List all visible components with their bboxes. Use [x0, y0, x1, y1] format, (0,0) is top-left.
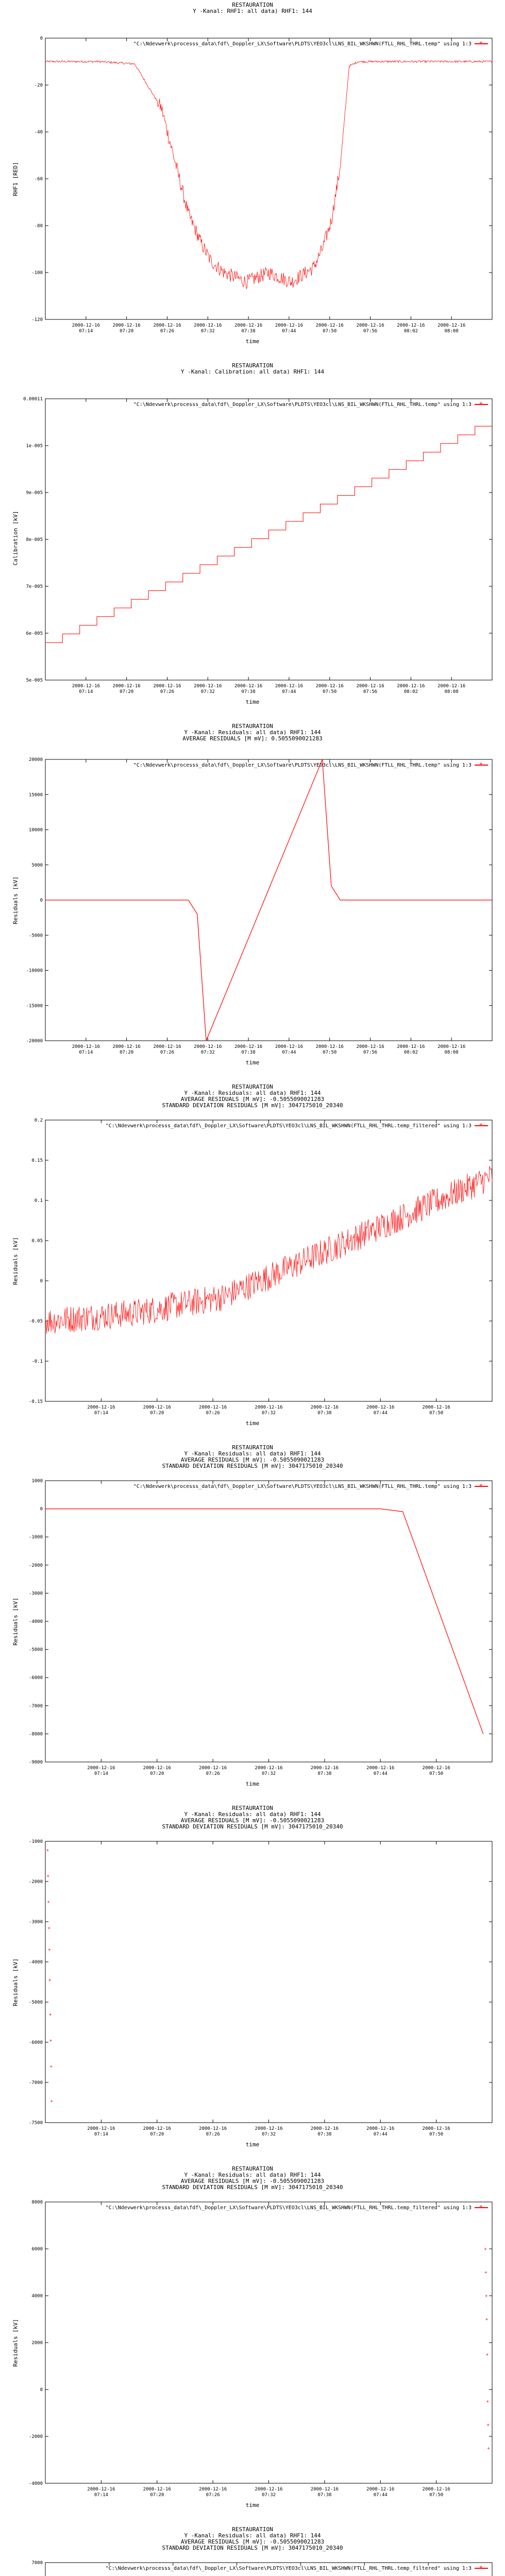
y-tick-label: -4000	[28, 1960, 43, 1965]
x-tick-label: 07:14	[94, 1771, 108, 1776]
x-tick-label: 07:50	[323, 689, 337, 694]
x-tick-label: 2000-12-16	[397, 1044, 425, 1049]
y-tick-label: -20000	[26, 1039, 43, 1044]
x-tick-label: 07:44	[373, 1411, 388, 1416]
x-tick-label: 2000-12-16	[397, 684, 425, 689]
y-tick-label: -4000	[28, 1619, 43, 1624]
series-line	[45, 426, 492, 642]
legend	[106, 2566, 488, 2572]
x-tick-label: 2000-12-16	[366, 1766, 395, 1771]
legend-label: "C:\Ndevwerk\processs_data\fdf\_Doppler_LX\Software\PLDTS\YEO3cl\LNS_BIL_WKSHWN(FTLL_RHL_THRL.temp_filtered" using 1:3	[105, 2205, 472, 2211]
chart-title-line: RESTAURATION	[232, 723, 273, 730]
x-tick-label: 07:14	[79, 329, 93, 334]
x-tick-label: 07:20	[120, 1050, 134, 1055]
x-tick-label: 2000-12-16	[315, 323, 344, 328]
data-point: +	[46, 1848, 49, 1853]
x-tick-label: 2000-12-16	[366, 1405, 395, 1410]
y-tick-label: -5000	[28, 933, 43, 939]
x-tick-label: 2000-12-16	[87, 1405, 115, 1410]
x-tick-label: 2000-12-16	[310, 1405, 339, 1410]
chart-title-line: RESTAURATION	[232, 1805, 273, 1811]
series-line	[45, 1509, 483, 1734]
y-tick-label: 0	[40, 1506, 43, 1512]
x-tick-label: 07:14	[79, 1050, 93, 1055]
x-tick-label: 07:44	[373, 2493, 388, 2498]
legend	[133, 402, 488, 408]
legend-label: "C:\Ndevwerk\processs_data\fdf\_Doppler_LX\Software\PLDTS\YEO3cl\LNS_BIL_WKSHWN(FTLL_RHL_THRL.temp" using 1:3	[133, 41, 472, 47]
x-tick-label: 07:50	[323, 329, 337, 334]
chart-title-line: RESTAURATION	[232, 2, 273, 8]
series-line	[45, 61, 492, 289]
y-tick-label: 1e-005	[26, 444, 43, 449]
data-point: +	[486, 2399, 490, 2404]
chart-plot	[0, 1803, 505, 2164]
x-tick-label: 07:20	[150, 2132, 164, 2137]
data-point: +	[485, 2352, 489, 2358]
y-tick-label: 7000	[31, 2561, 43, 2566]
chart-plot	[0, 361, 505, 721]
series-line	[45, 1166, 492, 1334]
chart-title-line: Y -Kanal: Residuals: all data) RHF1: 144	[184, 2532, 321, 2539]
chart-title-line: Y -Kanal: Residuals: all data) RHF1: 144	[184, 2172, 321, 2178]
x-tick-label: 07:26	[206, 2493, 220, 2498]
x-tick-label: 07:26	[206, 1411, 220, 1416]
x-tick-label: 07:56	[363, 689, 378, 694]
x-tick-label: 2000-12-16	[255, 1405, 283, 1410]
data-point: +	[48, 1977, 52, 1983]
chart-panel-3	[0, 721, 505, 1082]
x-tick-label: 07:32	[261, 1771, 276, 1776]
y-axis-label: RHF1 [RED]	[12, 162, 19, 196]
x-tick-label: 07:32	[261, 2493, 276, 2498]
chart-title-line: Y -Kanal: Calibration: all data) RHF1: 144	[180, 368, 325, 375]
x-tick-label: 07:26	[160, 1050, 175, 1055]
chart-title-line: RESTAURATION	[232, 362, 273, 369]
x-tick-label: 2000-12-16	[356, 1044, 384, 1049]
y-tick-label: 8e-005	[26, 537, 43, 543]
chart-title-line: AVERAGE RESIDUALS [M mV]: -0.5055090021283	[180, 1817, 325, 1824]
y-tick-label: -0.05	[28, 1319, 43, 1324]
x-tick-label: 07:50	[429, 2132, 444, 2137]
y-tick-label: 5e-005	[26, 678, 43, 683]
series-line	[45, 759, 492, 1041]
x-tick-label: 2000-12-16	[437, 684, 466, 689]
chart-title-line: Y -Kanal: Residuals: all data) RHF1: 144	[184, 729, 321, 736]
y-axis-label: Calibration [kV]	[12, 511, 19, 566]
chart-title-line: Y -Kanal: Residuals: all data) RHF1: 144	[184, 1811, 321, 1818]
x-tick-label: 2000-12-16	[194, 684, 222, 689]
data-series	[45, 426, 492, 642]
y-tick-label: -10000	[26, 968, 43, 974]
x-tick-label: 07:26	[160, 329, 175, 334]
x-tick-label: 07:26	[160, 689, 175, 694]
x-tick-label: 2000-12-16	[234, 323, 263, 328]
y-axis-label: Residuals [kV]	[12, 1958, 19, 2006]
x-tick-label: 2000-12-16	[87, 2487, 115, 2492]
data-point: +	[46, 1874, 49, 1879]
y-tick-label: -9000	[28, 1760, 43, 1765]
legend-swatch	[475, 2207, 488, 2208]
x-tick-label: 07:14	[79, 689, 93, 694]
y-tick-label: -2000	[28, 2434, 43, 2439]
x-tick-label: 2000-12-16	[87, 2126, 115, 2131]
legend-label: "C:\Ndevwerk\processs_data\fdf\_Doppler_LX\Software\PLDTS\YEO3cl\LNS_BIL_WKSHWN(FTLL_RHL_THRL.temp_filtered" using 1:3	[105, 2566, 472, 2571]
y-tick-label: 0.1	[34, 1198, 43, 1204]
data-point: +	[485, 2317, 489, 2323]
y-tick-label: 6e-005	[26, 631, 43, 636]
x-tick-label: 07:38	[317, 1771, 332, 1776]
y-tick-label: -2000	[28, 1563, 43, 1568]
y-tick-label: 4000	[31, 2294, 43, 2299]
y-tick-label: 0	[40, 898, 43, 903]
y-tick-label: -6000	[28, 2040, 43, 2045]
x-tick-label: 07:38	[241, 1050, 256, 1055]
data-point: +	[47, 1900, 50, 1905]
x-tick-label: 2000-12-16	[422, 1766, 450, 1771]
x-tick-label: 2000-12-16	[194, 1044, 222, 1049]
plot-frame	[45, 1841, 492, 2123]
x-tick-label: 07:44	[282, 329, 296, 334]
x-tick-label: 08:08	[444, 329, 459, 334]
chart-plot	[0, 1443, 505, 1803]
data-point: +	[485, 2294, 488, 2299]
legend	[133, 1484, 488, 1490]
x-tick-label: 2000-12-16	[255, 2126, 283, 2131]
x-tick-label: 2000-12-16	[199, 2126, 227, 2131]
x-tick-label: 07:32	[200, 689, 215, 694]
x-tick-label: 08:02	[403, 1050, 418, 1055]
y-tick-label: 0	[40, 2387, 43, 2393]
x-tick-label: 07:50	[429, 1771, 444, 1776]
x-tick-label: 2000-12-16	[366, 2487, 395, 2492]
data-series	[46, 1848, 54, 2104]
x-tick-label: 07:50	[429, 1411, 444, 1416]
y-tick-label: -0.15	[28, 1399, 43, 1404]
y-tick-label: -5000	[28, 2000, 43, 2005]
x-tick-label: 2000-12-16	[437, 323, 466, 328]
y-tick-label: 0.15	[31, 1158, 43, 1163]
x-tick-label: 2000-12-16	[143, 1766, 171, 1771]
x-tick-label: 2000-12-16	[143, 2126, 171, 2131]
y-tick-label: -2000	[28, 1879, 43, 1885]
x-tick-label: 2000-12-16	[234, 684, 263, 689]
x-tick-label: 2000-12-16	[153, 684, 181, 689]
x-tick-label: 07:50	[323, 1050, 337, 1055]
data-series	[45, 759, 492, 1041]
y-tick-label: 6000	[31, 2247, 43, 2252]
x-tick-label: 2000-12-16	[199, 1766, 227, 1771]
x-tick-label: 07:44	[373, 2132, 388, 2137]
x-tick-label: 07:44	[282, 1050, 296, 1055]
x-tick-label: 2000-12-16	[310, 1766, 339, 1771]
legend-label: "C:\Ndevwerk\processs_data\fdf\_Doppler_LX\Software\PLDTS\YEO3cl\LNS_BIL_WKSHWN(FTLL_RHL_THRL.temp" using 1:3	[133, 762, 472, 768]
chart-plot	[0, 1082, 505, 1443]
plot-frame	[45, 38, 492, 319]
data-series	[45, 1509, 483, 1734]
x-tick-label: 07:20	[120, 689, 134, 694]
x-tick-label: 2000-12-16	[275, 323, 304, 328]
chart-title-line: AVERAGE RESIDUALS [M mV]: -0.5055090021283	[180, 1456, 325, 1463]
x-tick-label: 2000-12-16	[356, 323, 384, 328]
y-axis-label: Residuals [kV]	[12, 2319, 19, 2367]
x-tick-label: 07:14	[94, 2132, 108, 2137]
x-tick-label: 2000-12-16	[397, 323, 425, 328]
x-tick-label: 2000-12-16	[315, 684, 344, 689]
x-tick-label: 2000-12-16	[72, 684, 100, 689]
x-tick-label: 07:50	[429, 2493, 444, 2498]
x-tick-label: 2000-12-16	[366, 2126, 395, 2131]
y-tick-label: 1000	[31, 1479, 43, 1484]
y-tick-label: -15000	[26, 1003, 43, 1009]
legend-swatch	[475, 1125, 488, 1126]
data-point: +	[484, 2247, 487, 2252]
x-tick-label: 07:32	[261, 1411, 276, 1416]
legend-label: "C:\Ndevwerk\processs_data\fdf\_Doppler_LX\Software\PLDTS\YEO3cl\LNS_BIL_WKSHWN(FTLL_RHL_THRL.temp" using 1:3	[133, 402, 472, 408]
x-tick-label: 2000-12-16	[437, 1044, 466, 1049]
x-tick-label: 07:38	[317, 2493, 332, 2498]
x-tick-label: 07:14	[94, 1411, 108, 1416]
y-tick-label: 8000	[31, 2200, 43, 2205]
data-series	[484, 2247, 490, 2451]
chart-plot	[0, 0, 505, 361]
chart-panel-1	[0, 0, 505, 361]
x-axis-label: time	[245, 2141, 260, 2148]
y-tick-label: 0.2	[34, 1118, 43, 1123]
legend-label: "C:\Ndevwerk\processs_data\fdf\_Doppler_LX\Software\PLDTS\YEO3cl\LNS_BIL_WKSHWN(FTLL_RHL_THRL.temp_filtered" using 1:3	[105, 1123, 472, 1129]
x-tick-label: 07:26	[206, 2132, 220, 2137]
legend	[106, 1123, 488, 1129]
chart-title-line: AVERAGE RESIDUALS [M mV]: 0.5055090021283	[182, 735, 323, 742]
x-tick-label: 2000-12-16	[422, 2126, 450, 2131]
x-tick-label: 07:26	[206, 1771, 220, 1776]
y-tick-label: -1000	[28, 1839, 43, 1844]
y-tick-label: -7000	[28, 1703, 43, 1709]
x-tick-label: 07:56	[363, 329, 378, 334]
y-tick-label: 15000	[28, 792, 43, 798]
x-tick-label: 2000-12-16	[315, 1044, 344, 1049]
data-point: +	[487, 2446, 490, 2451]
x-tick-label: 07:44	[282, 689, 296, 694]
y-tick-label: 0.05	[31, 1239, 43, 1244]
legend-swatch	[475, 2568, 488, 2569]
data-series	[45, 1166, 492, 1334]
x-tick-label: 07:20	[120, 329, 134, 334]
x-tick-label: 08:08	[444, 1050, 459, 1055]
y-tick-label: -6000	[28, 1675, 43, 1681]
x-tick-label: 07:38	[317, 1411, 332, 1416]
y-tick-label: 9e-005	[26, 490, 43, 496]
chart-panel-7	[0, 2164, 505, 2524]
y-tick-label: -1000	[28, 1535, 43, 1540]
y-tick-label: -60	[34, 177, 43, 182]
x-tick-label: 07:14	[94, 2493, 108, 2498]
y-tick-label: -4000	[28, 2481, 43, 2486]
y-tick-label: 7e-005	[26, 584, 43, 589]
legend	[106, 2205, 488, 2211]
legend-swatch	[475, 765, 488, 766]
x-tick-label: 08:02	[403, 329, 418, 334]
legend	[133, 762, 488, 769]
x-tick-label: 2000-12-16	[153, 1044, 181, 1049]
y-axis-label: Residuals [kV]	[12, 876, 19, 924]
x-tick-label: 07:32	[261, 2132, 276, 2137]
chart-title-line: STANDARD DEVIATION RESIDUALS [M mV]: 3047175010_20340	[162, 2545, 343, 2551]
x-tick-label: 2000-12-16	[72, 323, 100, 328]
x-tick-label: 2000-12-16	[422, 1405, 450, 1410]
y-tick-label: 5000	[31, 862, 43, 868]
chart-title-line: Y -Kanal: RHF1: all data) RHF1: 144	[193, 8, 312, 14]
x-tick-label: 2000-12-16	[143, 2487, 171, 2492]
x-tick-label: 2000-12-16	[194, 323, 222, 328]
chart-title-line: STANDARD DEVIATION RESIDUALS [M mV]: 3047175010_20340	[162, 1823, 343, 1830]
legend-swatch	[475, 1486, 488, 1487]
chart-panel-5	[0, 1443, 505, 1803]
chart-plot	[0, 721, 505, 1082]
x-tick-label: 07:32	[200, 1050, 215, 1055]
x-tick-label: 07:38	[241, 689, 256, 694]
y-tick-label: -8000	[28, 1732, 43, 1737]
chart-title-line: AVERAGE RESIDUALS [M mV]: -0.5055090021283	[180, 2178, 325, 2184]
x-tick-label: 2000-12-16	[199, 2487, 227, 2492]
chart-title-line: AVERAGE RESIDUALS [M mV]: -0.5055090021283	[180, 2538, 325, 2545]
x-tick-label: 2000-12-16	[275, 1044, 304, 1049]
x-tick-label: 2000-12-16	[422, 2487, 450, 2492]
legend	[133, 41, 488, 47]
x-tick-label: 07:38	[241, 329, 256, 334]
x-axis-label: time	[245, 699, 260, 705]
x-axis-label: time	[245, 2502, 260, 2509]
y-tick-label: -7500	[28, 2121, 43, 2126]
x-axis-label: time	[245, 1059, 260, 1066]
chart-title-line: AVERAGE RESIDUALS [M mV]: -0.5055090021283	[180, 1096, 325, 1103]
y-tick-label: -100	[31, 270, 43, 276]
y-tick-label: 10000	[28, 827, 43, 833]
x-tick-label: 2000-12-16	[310, 2487, 339, 2492]
chart-title-line: STANDARD DEVIATION RESIDUALS [M mV]: 3047175010_20340	[162, 1102, 343, 1109]
y-tick-label: -20	[34, 83, 43, 88]
data-point: +	[49, 2038, 53, 2044]
x-tick-label: 2000-12-16	[255, 1766, 283, 1771]
x-tick-label: 07:38	[317, 2132, 332, 2137]
data-point: +	[49, 2064, 53, 2070]
x-tick-label: 2000-12-16	[199, 1405, 227, 1410]
x-axis-label: time	[245, 1420, 260, 1427]
y-axis-label: Residuals [kV]	[12, 1598, 19, 1646]
plot-frame	[45, 1120, 492, 1401]
x-tick-label: 2000-12-16	[87, 1766, 115, 1771]
plot-frame	[45, 1481, 492, 1762]
chart-title-line: STANDARD DEVIATION RESIDUALS [M mV]: 3047175010_20340	[162, 2184, 343, 2191]
data-point: +	[486, 2422, 490, 2428]
x-tick-label: 08:08	[444, 689, 459, 694]
x-tick-label: 2000-12-16	[255, 2487, 283, 2492]
data-point: +	[50, 2099, 53, 2104]
x-tick-label: 07:20	[150, 1411, 164, 1416]
x-tick-label: 07:32	[200, 329, 215, 334]
x-tick-label: 07:20	[150, 1771, 164, 1776]
chart-title-line: RESTAURATION	[232, 1444, 273, 1451]
x-tick-label: 2000-12-16	[112, 684, 141, 689]
y-tick-label: 2000	[31, 2341, 43, 2346]
y-tick-label: -120	[31, 317, 43, 323]
x-tick-label: 07:56	[363, 1050, 378, 1055]
data-point: +	[484, 2270, 487, 2276]
data-point: +	[48, 1947, 51, 1953]
y-tick-label: 20000	[28, 757, 43, 762]
plot-frame	[45, 399, 492, 680]
y-tick-label: -80	[34, 224, 43, 229]
chart-panel-2	[0, 361, 505, 721]
chart-plot	[0, 2164, 505, 2524]
x-tick-label: 2000-12-16	[112, 1044, 141, 1049]
x-tick-label: 07:20	[150, 2493, 164, 2498]
x-tick-label: 2000-12-16	[275, 684, 304, 689]
x-tick-label: 2000-12-16	[112, 323, 141, 328]
x-tick-label: 2000-12-16	[234, 1044, 263, 1049]
data-point: +	[48, 2012, 52, 2018]
plot-frame	[45, 2202, 492, 2483]
chart-title-line: RESTAURATION	[232, 2165, 273, 2172]
y-tick-label: 0	[40, 36, 43, 41]
y-axis-label: Residuals [kV]	[12, 1237, 19, 1285]
y-tick-label: -3000	[28, 1591, 43, 1597]
x-tick-label: 2000-12-16	[153, 323, 181, 328]
x-tick-label: 2000-12-16	[143, 1405, 171, 1410]
chart-title-line: Y -Kanal: Residuals: all data) RHF1: 144	[184, 1090, 321, 1096]
chart-panel-4	[0, 1082, 505, 1443]
x-tick-label: 2000-12-16	[310, 2126, 339, 2131]
chart-panel-8	[0, 2524, 505, 2576]
x-axis-label: time	[245, 338, 260, 345]
data-point: +	[47, 1926, 50, 1931]
legend-swatch	[475, 43, 488, 44]
chart-title-line: RESTAURATION	[232, 2526, 273, 2533]
y-tick-label: -40	[34, 130, 43, 135]
y-tick-label: 0	[40, 1279, 43, 1284]
x-tick-label: 2000-12-16	[72, 1044, 100, 1049]
chart-title-line: RESTAURATION	[232, 1083, 273, 1090]
data-series	[45, 61, 492, 289]
chart-panel-6	[0, 1803, 505, 2164]
x-tick-label: 07:44	[373, 1771, 388, 1776]
y-tick-label: -7000	[28, 2080, 43, 2086]
x-axis-label: time	[245, 1781, 260, 1787]
chart-title-line: Y -Kanal: Residuals: all data) RHF1: 144	[184, 1450, 321, 1457]
y-tick-label: -5000	[28, 1647, 43, 1653]
y-tick-label: -3000	[28, 1920, 43, 1925]
x-tick-label: 08:02	[403, 689, 418, 694]
x-tick-label: 2000-12-16	[356, 684, 384, 689]
y-tick-label: 0.00011	[23, 397, 43, 402]
chart-title-line: STANDARD DEVIATION RESIDUALS [M mV]: 3047175010_20340	[162, 1463, 343, 1469]
legend-swatch	[475, 404, 488, 405]
y-tick-label: -0.1	[31, 1359, 43, 1364]
legend-label: "C:\Ndevwerk\processs_data\fdf\_Doppler_LX\Software\PLDTS\YEO3cl\LNS_BIL_WKSHWN(FTLL_RHL_THRL.temp" using 1:3	[133, 1484, 472, 1489]
